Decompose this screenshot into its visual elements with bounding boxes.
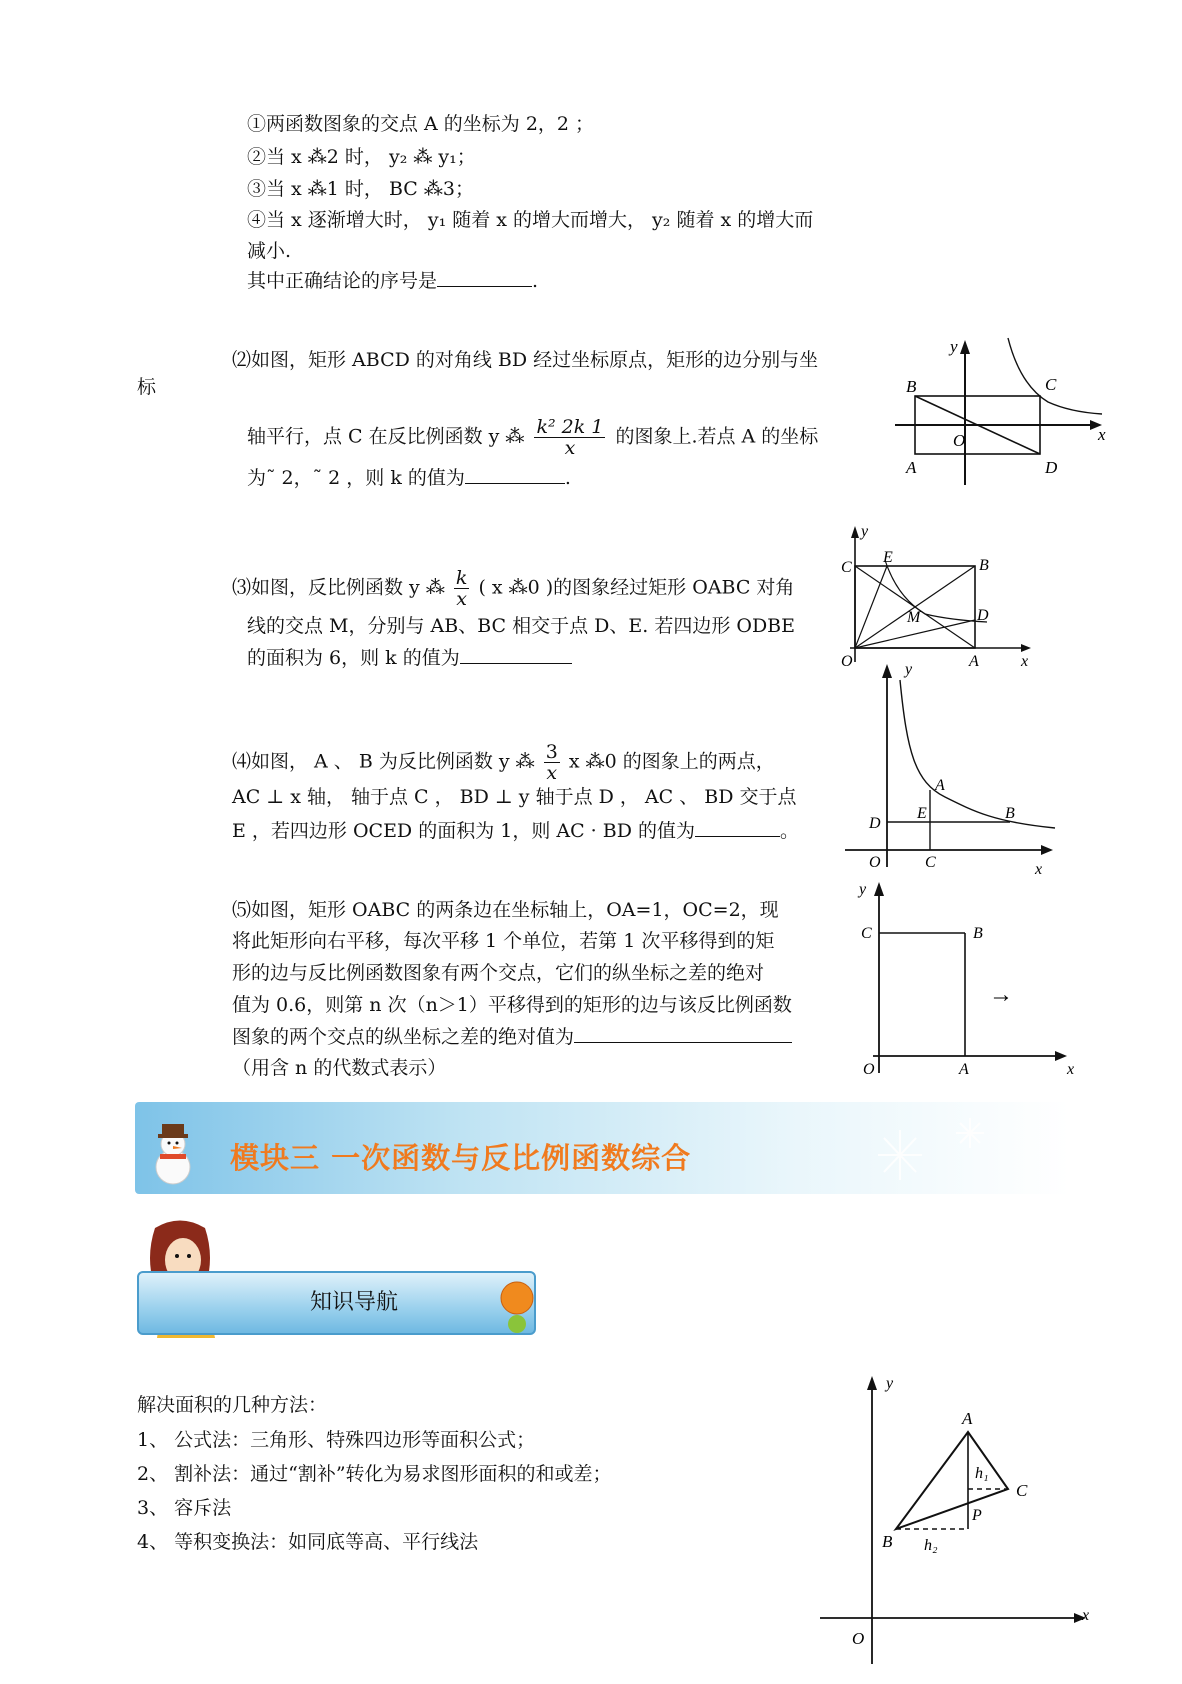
q5-figure <box>855 878 1080 1083</box>
q3-figure <box>835 522 1035 670</box>
q3-label-B: B <box>979 557 989 574</box>
q4-fraction: $\frac{3}{x}$ <box>545 741 558 784</box>
q4-label-E: E <box>917 805 927 822</box>
q5-label-C: C <box>861 925 872 942</box>
q4-label-y: y <box>905 662 913 678</box>
q4-line-1: ⑷如图， A 、 B 为反比例函数 y ⁂ $\frac{3}{x}$ x ⁂0 的图象上的两点， <box>232 741 775 784</box>
methods-figure <box>820 1372 1100 1672</box>
q1-question: 其中正确结论的序号是 <box>247 270 438 292</box>
snowflake-icon <box>860 1110 1040 1190</box>
methods-label-B: B <box>882 1532 893 1551</box>
q4-label-O: O <box>869 854 881 871</box>
q3-label-x: x <box>1021 653 1029 670</box>
method-3: 3、 容斥法 <box>137 1497 232 1519</box>
q2-label-x: x <box>1098 425 1106 444</box>
q2-label-O: O <box>953 431 966 450</box>
q4-answer-blank[interactable] <box>695 818 780 837</box>
q1-line-3: ③当 x ⁂1 时， BC ⁂3； <box>247 178 474 200</box>
q3-label-M: M <box>907 609 921 626</box>
q3-label-y: y <box>861 523 869 540</box>
q2-figure <box>880 330 1110 490</box>
q2-label-B: B <box>906 377 917 396</box>
methods-intro: 解决面积的几种方法： <box>137 1394 328 1416</box>
q1-line-2: ②当 x ⁂2 时， y₂ ⁂ y₁； <box>247 146 476 168</box>
q4-label-x: x <box>1035 861 1043 877</box>
q2-answer-blank[interactable] <box>465 465 565 484</box>
q3-fraction: $\frac{k}{x}$ <box>455 567 468 610</box>
q5-line-3: 形的边与反比例函数图象有两个交点，它们的纵坐标之差的绝对 <box>232 962 765 984</box>
q1-line-1: ①两函数图象的交点 A 的坐标为 2，2 ； <box>247 113 595 135</box>
q4-label-A: A <box>935 777 945 794</box>
q4-label-D: D <box>869 815 881 832</box>
q3-label-E: E <box>883 549 893 566</box>
q5-answer-blank[interactable] <box>574 1024 792 1043</box>
q2-line-1: ⑵如图，矩形 ABCD 的对角线 BD 经过坐标原点，矩形的边分别与坐 <box>232 349 819 371</box>
methods-label-P: P <box>972 1507 982 1524</box>
method-1: 1、 公式法：三角形、特殊四边形等面积公式； <box>137 1429 536 1451</box>
q1-line-6: 其中正确结论的序号是 . <box>247 270 539 292</box>
q3-label-O: O <box>841 653 853 670</box>
snowman-icon <box>140 1112 210 1192</box>
q1-answer-blank[interactable] <box>437 268 532 287</box>
q2-line-1b: 标 <box>137 376 157 398</box>
q2-fraction: $\frac{\text{k² 2k 1}}{x}$ <box>536 416 604 459</box>
q5-label-A: A <box>959 1061 969 1078</box>
q3-line-2: 线的交点 M，分别与 AB、BC 相交于点 D、E. 若四边形 ODBE <box>247 615 796 637</box>
methods-label-C: C <box>1016 1481 1028 1500</box>
q3-line-1: ⑶如图，反比例函数 y ⁂ $\frac{k}{x}$ ( x ⁂0 )的图象经过矩形 OABC 对角 <box>232 567 795 610</box>
methods-label-O: O <box>852 1629 865 1648</box>
q5-label-y: y <box>859 881 867 898</box>
q5-line-1: ⑸如图，矩形 OABC 的两条边在坐标轴上，OA=1，OC=2，现 <box>232 899 779 921</box>
q4-line-2: AC ⊥ x 轴， 轴于点 C ， BD ⊥ y 轴于点 D ， AC 、 BD 交于点 <box>232 786 797 808</box>
q4-label-B: B <box>1005 805 1015 822</box>
q5-label-x: x <box>1067 1061 1075 1078</box>
q3-line-3: 的面积为 6，则 k 的值为 <box>247 645 572 670</box>
q2-line-3: 为˜ 2，˜ 2 ，则 k 的值为 . <box>247 467 571 489</box>
q5-line-4: 值为 0.6，则第 n 次（n＞1）平移得到的矩形的边与该反比例函数 <box>232 994 792 1016</box>
methods-label-h1: h₁ <box>975 1465 989 1482</box>
q3-answer-blank[interactable] <box>460 645 572 664</box>
q2-line-2: 轴平行，点 C 在反比例函数 y ⁂ $\frac{\text{k² 2k 1}}{x}$ 的图象上.若点 A 的坐标 <box>247 416 819 459</box>
q5-label-B: B <box>973 925 983 942</box>
q4-figure <box>845 662 1060 877</box>
q3-label-D: D <box>977 607 989 624</box>
ornament-icon <box>495 1274 545 1336</box>
method-4: 4、 等积变换法：如同底等高、平行线法 <box>137 1531 479 1553</box>
q4-line-3: E ，若四边形 OCED 的面积为 1，则 AC · BD 的值为 。 <box>232 820 800 842</box>
q3-label-A: A <box>969 653 979 670</box>
q2-label-D: D <box>1045 458 1058 477</box>
methods-label-A: A <box>962 1409 973 1428</box>
q5-line-6: （用含 n 的代数式表示） <box>232 1057 447 1079</box>
q2-label-C: C <box>1045 375 1057 394</box>
methods-label-x: x <box>1082 1607 1090 1624</box>
q1-line-4: ④当 x 逐渐增大时， y₁ 随着 x 的增大而增大， y₂ 随着 x 的增大而 <box>247 209 814 231</box>
q4-label-C: C <box>925 854 936 871</box>
q3-label-C: C <box>841 559 852 576</box>
q5-line-2: 将此矩形向右平移，每次平移 1 个单位，若第 1 次平移得到的矩 <box>232 930 775 952</box>
nav-title: 知识导航 <box>310 1290 399 1315</box>
q2-label-y: y <box>950 337 958 356</box>
q2-label-A: A <box>906 458 917 477</box>
q5-line-5: 图象的两个交点的纵坐标之差的绝对值为 <box>232 1024 792 1049</box>
methods-label-y: y <box>886 1375 894 1392</box>
methods-label-h2: h₂ <box>924 1537 938 1554</box>
method-2: 2、 割补法：通过“割补”转化为易求图形面积的和或差； <box>137 1463 612 1485</box>
module-title: 模块三 一次函数与反比例函数综合 <box>230 1141 692 1175</box>
q1-line-5: 减小. <box>247 240 292 262</box>
q5-arrow-icon: → <box>989 982 1013 1008</box>
q5-label-O: O <box>863 1061 875 1078</box>
